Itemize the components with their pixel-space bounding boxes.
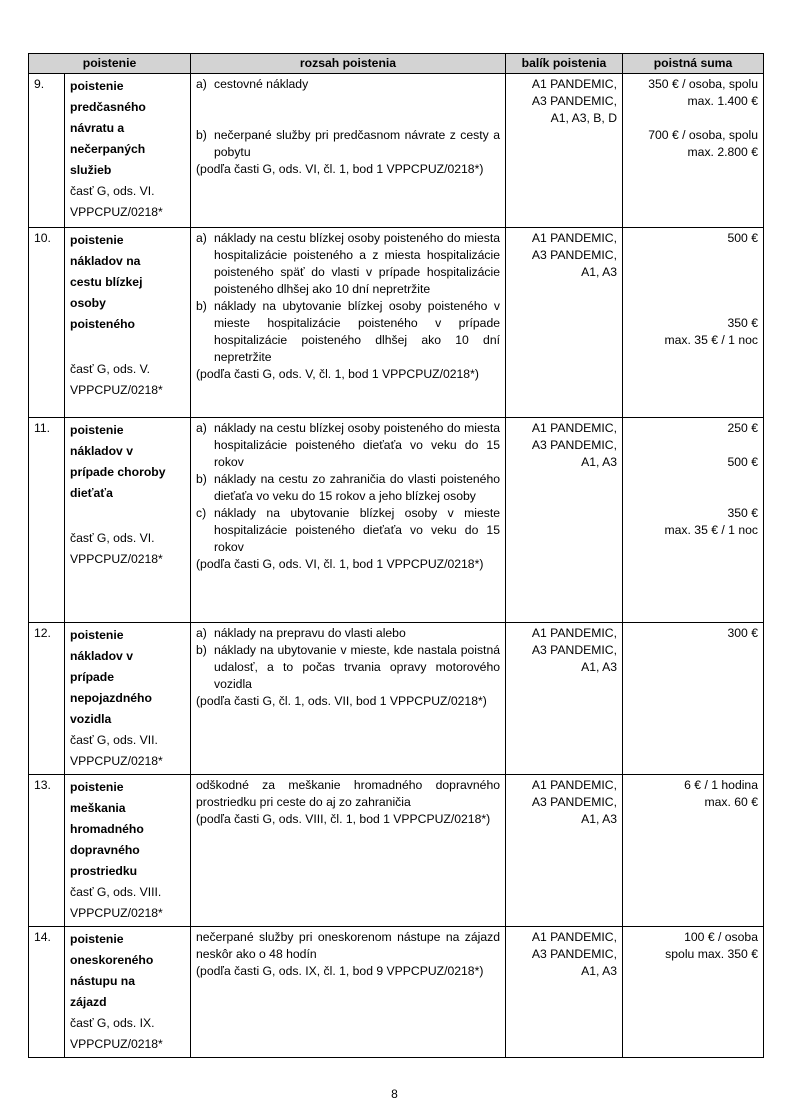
- sum-value: 300 €: [727, 626, 758, 640]
- insurance-part: časť G, ods. VI. VPPCPUZ/0218*: [70, 184, 163, 219]
- package-cell: A1 PANDEMIC, A3 PANDEMIC, A1, A3: [506, 418, 623, 623]
- insurance-title: poistenie nákladov v prípade nepojazdného vozidla: [70, 628, 152, 726]
- insurance-part: časť G, ods. VI. VPPCPUZ/0218*: [70, 531, 163, 566]
- scope-item: a) náklady na prepravu do vlasti alebo: [196, 626, 406, 640]
- insurance-part: časť G, ods. V. VPPCPUZ/0218*: [70, 362, 163, 397]
- scope-text: odškodné za meškanie hromadného dopravného prostriedku pri ceste do aj zo zahraničia: [196, 778, 500, 809]
- insurance-title: poistenie nákladov v prípade choroby dieťaťa: [70, 423, 166, 500]
- row-number: 13.: [29, 775, 65, 927]
- insurance-part: časť G, ods. IX. VPPCPUZ/0218*: [70, 1016, 163, 1051]
- scope-reference: (podľa časti G, čl. 1, ods. VII, bod 1 VPPCPUZ/0218*): [196, 694, 487, 708]
- scope-reference: (podľa časti G, ods. VI, čl. 1, bod 1 VPPCPUZ/0218*): [196, 557, 484, 571]
- scope-item: a) náklady na cestu blízkej osoby poisteného do miesta hospitalizácie poisteného a z miesta hospitalizácie poisteného späť do vlasti v prípade hospitalizácie poisteného dlhšej ako 10 dní nepretržite: [196, 231, 500, 296]
- insurance-title: poistenie predčasného návratu a nečerpaných služieb: [70, 79, 146, 177]
- page-number: 8: [391, 1087, 398, 1101]
- sum-value: 100 € / osoba spolu max. 350 €: [665, 930, 758, 961]
- package-cell: A1 PANDEMIC, A3 PANDEMIC, A1, A3: [506, 623, 623, 775]
- table-row: [29, 623, 764, 775]
- insurance-table: [28, 53, 764, 1058]
- insurance-title: poistenie meškania hromadného dopravného prostriedku: [70, 780, 144, 878]
- package-cell: A1 PANDEMIC, A3 PANDEMIC, A1, A3: [506, 228, 623, 418]
- table-row: [29, 74, 764, 228]
- sum-value: 250 €: [727, 421, 758, 435]
- insurance-part: časť G, ods. VII. VPPCPUZ/0218*: [70, 733, 163, 768]
- table-row: [29, 418, 764, 623]
- header-balik: balík poistenia: [506, 54, 623, 74]
- insurance-part: časť G, ods. VIII. VPPCPUZ/0218*: [70, 885, 163, 920]
- package-cell: A1 PANDEMIC, A3 PANDEMIC, A1, A3: [506, 775, 623, 927]
- scope-item: a) náklady na cestu blízkej osoby poisteného do miesta hospitalizácie poisteného dieťaťa vo veku do 15 rokov: [196, 421, 500, 469]
- scope-item: b) náklady na ubytovanie v mieste, kde nastala poistná udalosť, a to počas trvania opravy motorového vozidla: [196, 643, 500, 691]
- sum-value: 350 € max. 35 € / 1 noc: [664, 316, 758, 347]
- sum-value: 6 € / 1 hodina max. 60 €: [684, 778, 758, 809]
- header-poistenie: poistenie: [29, 54, 191, 74]
- header-rozsah: rozsah poistenia: [191, 54, 506, 74]
- row-number: 9.: [29, 74, 65, 228]
- scope-text: nečerpané služby pri oneskorenom nástupe na zájazd neskôr ako o 48 hodín: [196, 930, 500, 961]
- insurance-title: poistenie oneskoreného nástupu na zájazd: [70, 932, 154, 1009]
- scope-item: b) náklady na ubytovanie blízkej osoby poisteného v mieste hospitalizácie poisteného v prípade hospitalizácie poisteného dlhšej ako 10 dní nepretržite: [196, 299, 500, 364]
- scope-item: b) náklady na cestu zo zahraničia do vlasti poisteného dieťaťa vo veku do 15 rokov a jeho blízkej osoby: [196, 472, 500, 503]
- row-number: 12.: [29, 623, 65, 775]
- header-suma: poistná suma: [623, 54, 764, 74]
- sum-value: 350 € / osoba, spolu max. 1.400 €: [648, 77, 758, 108]
- scope-item: c) náklady na ubytovanie blízkej osoby v mieste hospitalizácie poisteného dieťaťa vo veku do 15 rokov: [196, 506, 500, 554]
- scope-item: b) nečerpané služby pri predčasnom návrate z cesty a pobytu: [196, 128, 500, 159]
- row-number: 11.: [29, 418, 65, 623]
- sum-value: 500 €: [727, 455, 758, 469]
- package-cell: A1 PANDEMIC, A3 PANDEMIC, A1, A3, B, D: [506, 74, 623, 228]
- scope-item: a) cestovné náklady: [196, 77, 309, 91]
- scope-reference: (podľa časti G, ods. V, čl. 1, bod 1 VPPCPUZ/0218*): [196, 367, 479, 381]
- scope-reference: (podľa časti G, ods. VIII, čl. 1, bod 1 VPPCPUZ/0218*): [196, 812, 491, 826]
- scope-reference: (podľa časti G, ods. VI, čl. 1, bod 1 VPPCPUZ/0218*): [196, 162, 484, 176]
- sum-value: 500 €: [727, 231, 758, 245]
- table-row: [29, 775, 764, 927]
- insurance-title: poistenie nákladov na cestu blízkej osoby poisteného: [70, 233, 143, 331]
- table-row: [29, 927, 764, 1058]
- row-number: 10.: [29, 228, 65, 418]
- sum-value: 350 € max. 35 € / 1 noc: [664, 506, 758, 537]
- table-header-row: [29, 54, 764, 74]
- package-cell: A1 PANDEMIC, A3 PANDEMIC, A1, A3: [506, 927, 623, 1058]
- row-number: 14.: [29, 927, 65, 1058]
- sum-value: 700 € / osoba, spolu max. 2.800 €: [648, 128, 758, 159]
- table-row: [29, 228, 764, 418]
- scope-reference: (podľa časti G, ods. IX, čl. 1, bod 9 VPPCPUZ/0218*): [196, 964, 484, 978]
